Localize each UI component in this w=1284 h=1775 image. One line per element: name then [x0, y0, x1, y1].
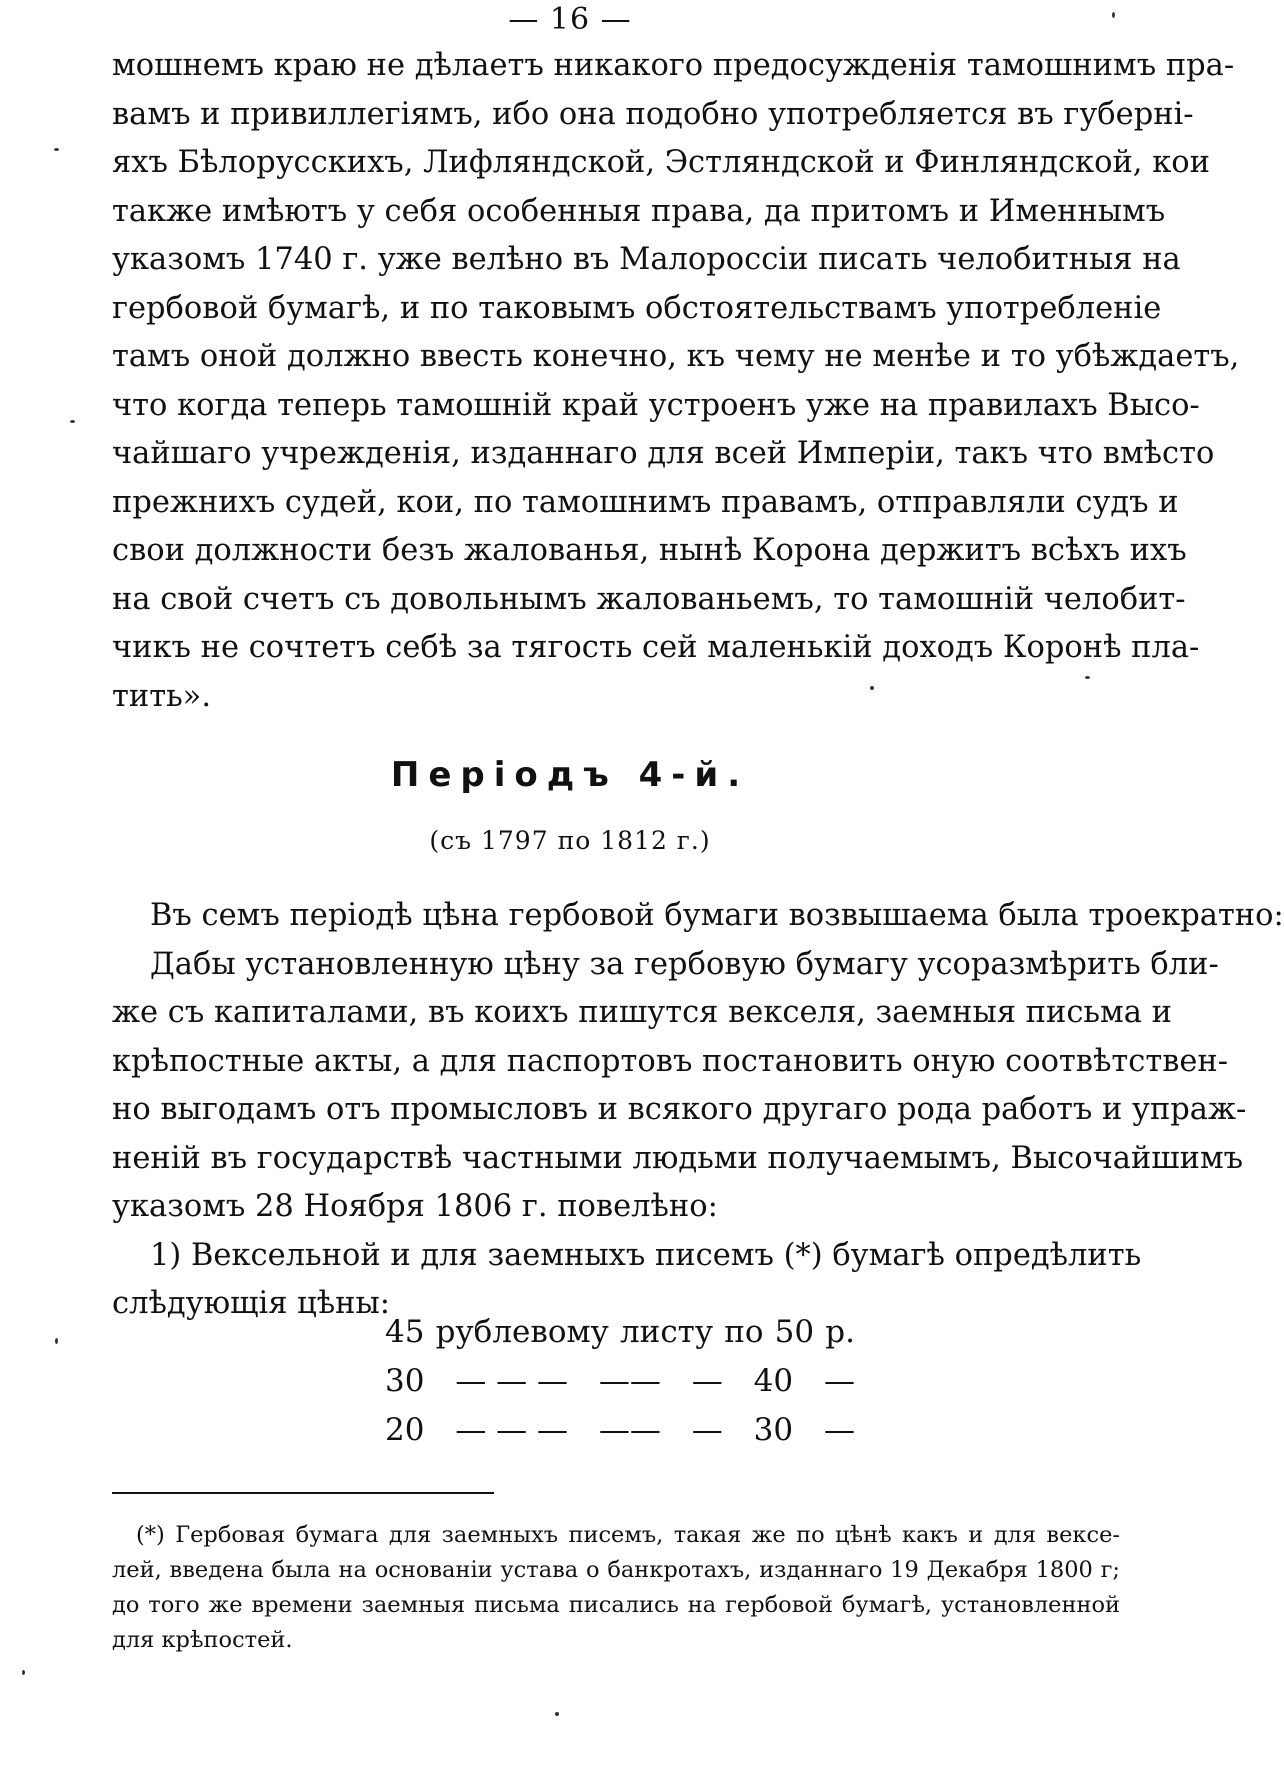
price-cell: — — [824, 1412, 855, 1448]
price-cell: 40 — [753, 1363, 794, 1399]
text-line: указомъ 1740 г. уже велѣно въ Малороссіи писать челобитныя на — [112, 242, 1181, 277]
text-line: указомъ 28 Ноября 1806 г. повелѣно: — [112, 1189, 718, 1224]
text-line: неній въ государствѣ частными людьми получаемымъ, Высочайшимъ — [112, 1140, 1244, 1176]
text-line: гербовой бумагѣ, и по таковымъ обстоятельствамъ употребленіе — [112, 290, 1162, 326]
price-row — [385, 1406, 855, 1455]
text-line: что когда теперь тамошній край устроенъ уже на правилахъ Высо- — [112, 387, 1200, 423]
scan-speck — [1112, 12, 1115, 18]
price-cell: 20 — [385, 1412, 425, 1448]
price-cell: —— — [598, 1363, 661, 1399]
scan-speck — [54, 148, 59, 151]
price-cell: — — — — [455, 1412, 569, 1448]
price-row — [385, 1308, 855, 1357]
text-line: но выгодамъ отъ промысловъ и всякого другаго рода работъ и упраж- — [112, 1092, 1247, 1127]
scan-speck — [22, 1670, 25, 1675]
text-line: же съ капиталами, въ коихъ пишутся векселя, заемныя письма и — [112, 995, 1172, 1030]
text-line: тамъ оной должно ввесть конечно, къ чему не менѣе и то убѣждаетъ, — [112, 339, 1240, 374]
price-cell: — — [691, 1412, 723, 1448]
section-subheading: (съ 1797 по 1812 г.) — [429, 826, 711, 855]
text-line: мошнемъ краю не дѣлаетъ никакого предосужденія тамошнимъ пра- — [112, 48, 1235, 83]
text-line: прежнихъ судей, кои, по тамошнимъ правамъ, отправляли судъ и — [112, 484, 1179, 520]
price-cell: — — [691, 1363, 723, 1399]
text-line: тить». — [112, 678, 212, 714]
section-heading: Періодъ 4-й. — [390, 755, 750, 795]
text-line: также имѣютъ у себя особенныя права, да притомъ и Именнымъ — [112, 193, 1166, 229]
text-line: свои должности безъ жалованья, нынѣ Корона держитъ всѣхъ ихъ — [112, 533, 1187, 568]
price-cell: 30 — [385, 1363, 425, 1399]
price-cell: — — [824, 1363, 855, 1399]
scan-speck — [1085, 676, 1090, 679]
page-number: — 16 — — [508, 2, 632, 37]
text-line: чикъ не сочтетъ себѣ за тягость сей маленькій доходъ Коронѣ пла- — [112, 630, 1200, 665]
text-line: яхъ Бѣлорусскихъ, Лифляндской, Эстляндской и Финляндской, кои — [112, 145, 1210, 180]
scan-speck — [55, 1338, 58, 1344]
price-cell: 30 — [753, 1412, 794, 1448]
footnote-line: лей, введена была на основаніи устава о банкротахъ, изданнаго 19 Декабря 1800 г; — [112, 1557, 1120, 1583]
text-line: Въ семъ періодѣ цѣна гербовой бумаги возвышаема была троекратно: — [150, 898, 1284, 933]
footnote-divider — [112, 1492, 494, 1494]
price-row — [385, 1357, 855, 1406]
footnote-line: (*) Гербовая бумага для заемныхъ писемъ, такая же по цѣнѣ какъ и для вексе- — [136, 1522, 1120, 1548]
price-cell: рублевому — [435, 1314, 609, 1350]
price-cell: по — [724, 1314, 764, 1350]
text-line: крѣпостные акты, а для паспортовъ постановить оную соотвѣтствен- — [112, 1043, 1229, 1079]
text-line: чайшаго учрежденія, изданнаго для всей Имперіи, такъ что вмѣсто — [112, 436, 1215, 471]
text-line: слѣдующія цѣны: — [112, 1286, 391, 1321]
scan-speck — [555, 1712, 559, 1716]
footnote-line: до того же времени заемныя письма писались на гербовой бумагѣ, установленной — [112, 1592, 1120, 1618]
text-line: 1) Вексельной и для заемныхъ писемъ (*) бумагѣ опредѣлить — [150, 1237, 1142, 1273]
text-line: Дабы установленную цѣну за гербовую бумагу усоразмѣрить бли- — [150, 946, 1219, 982]
text-line: на свой счетъ съ довольнымъ жалованьемъ, то тамошній челобит- — [112, 581, 1186, 617]
price-cell: р. — [825, 1314, 855, 1350]
section-paragraph — [112, 892, 1284, 1329]
scan-speck — [70, 420, 75, 423]
text-line: вамъ и привиллегіямъ, ибо она подобно употребляется въ губерні- — [112, 96, 1194, 132]
scan-speck — [870, 686, 874, 690]
footnote — [112, 1518, 1120, 1658]
footnote-line: для крѣпостей. — [112, 1627, 293, 1653]
price-cell: —— — [598, 1412, 661, 1448]
price-cell: — — — — [455, 1363, 569, 1399]
continuation-paragraph — [112, 42, 1240, 721]
price-cell: 45 — [385, 1314, 425, 1350]
price-table — [385, 1308, 855, 1455]
price-cell: листу — [619, 1314, 714, 1350]
price-cell: 50 — [774, 1314, 815, 1350]
